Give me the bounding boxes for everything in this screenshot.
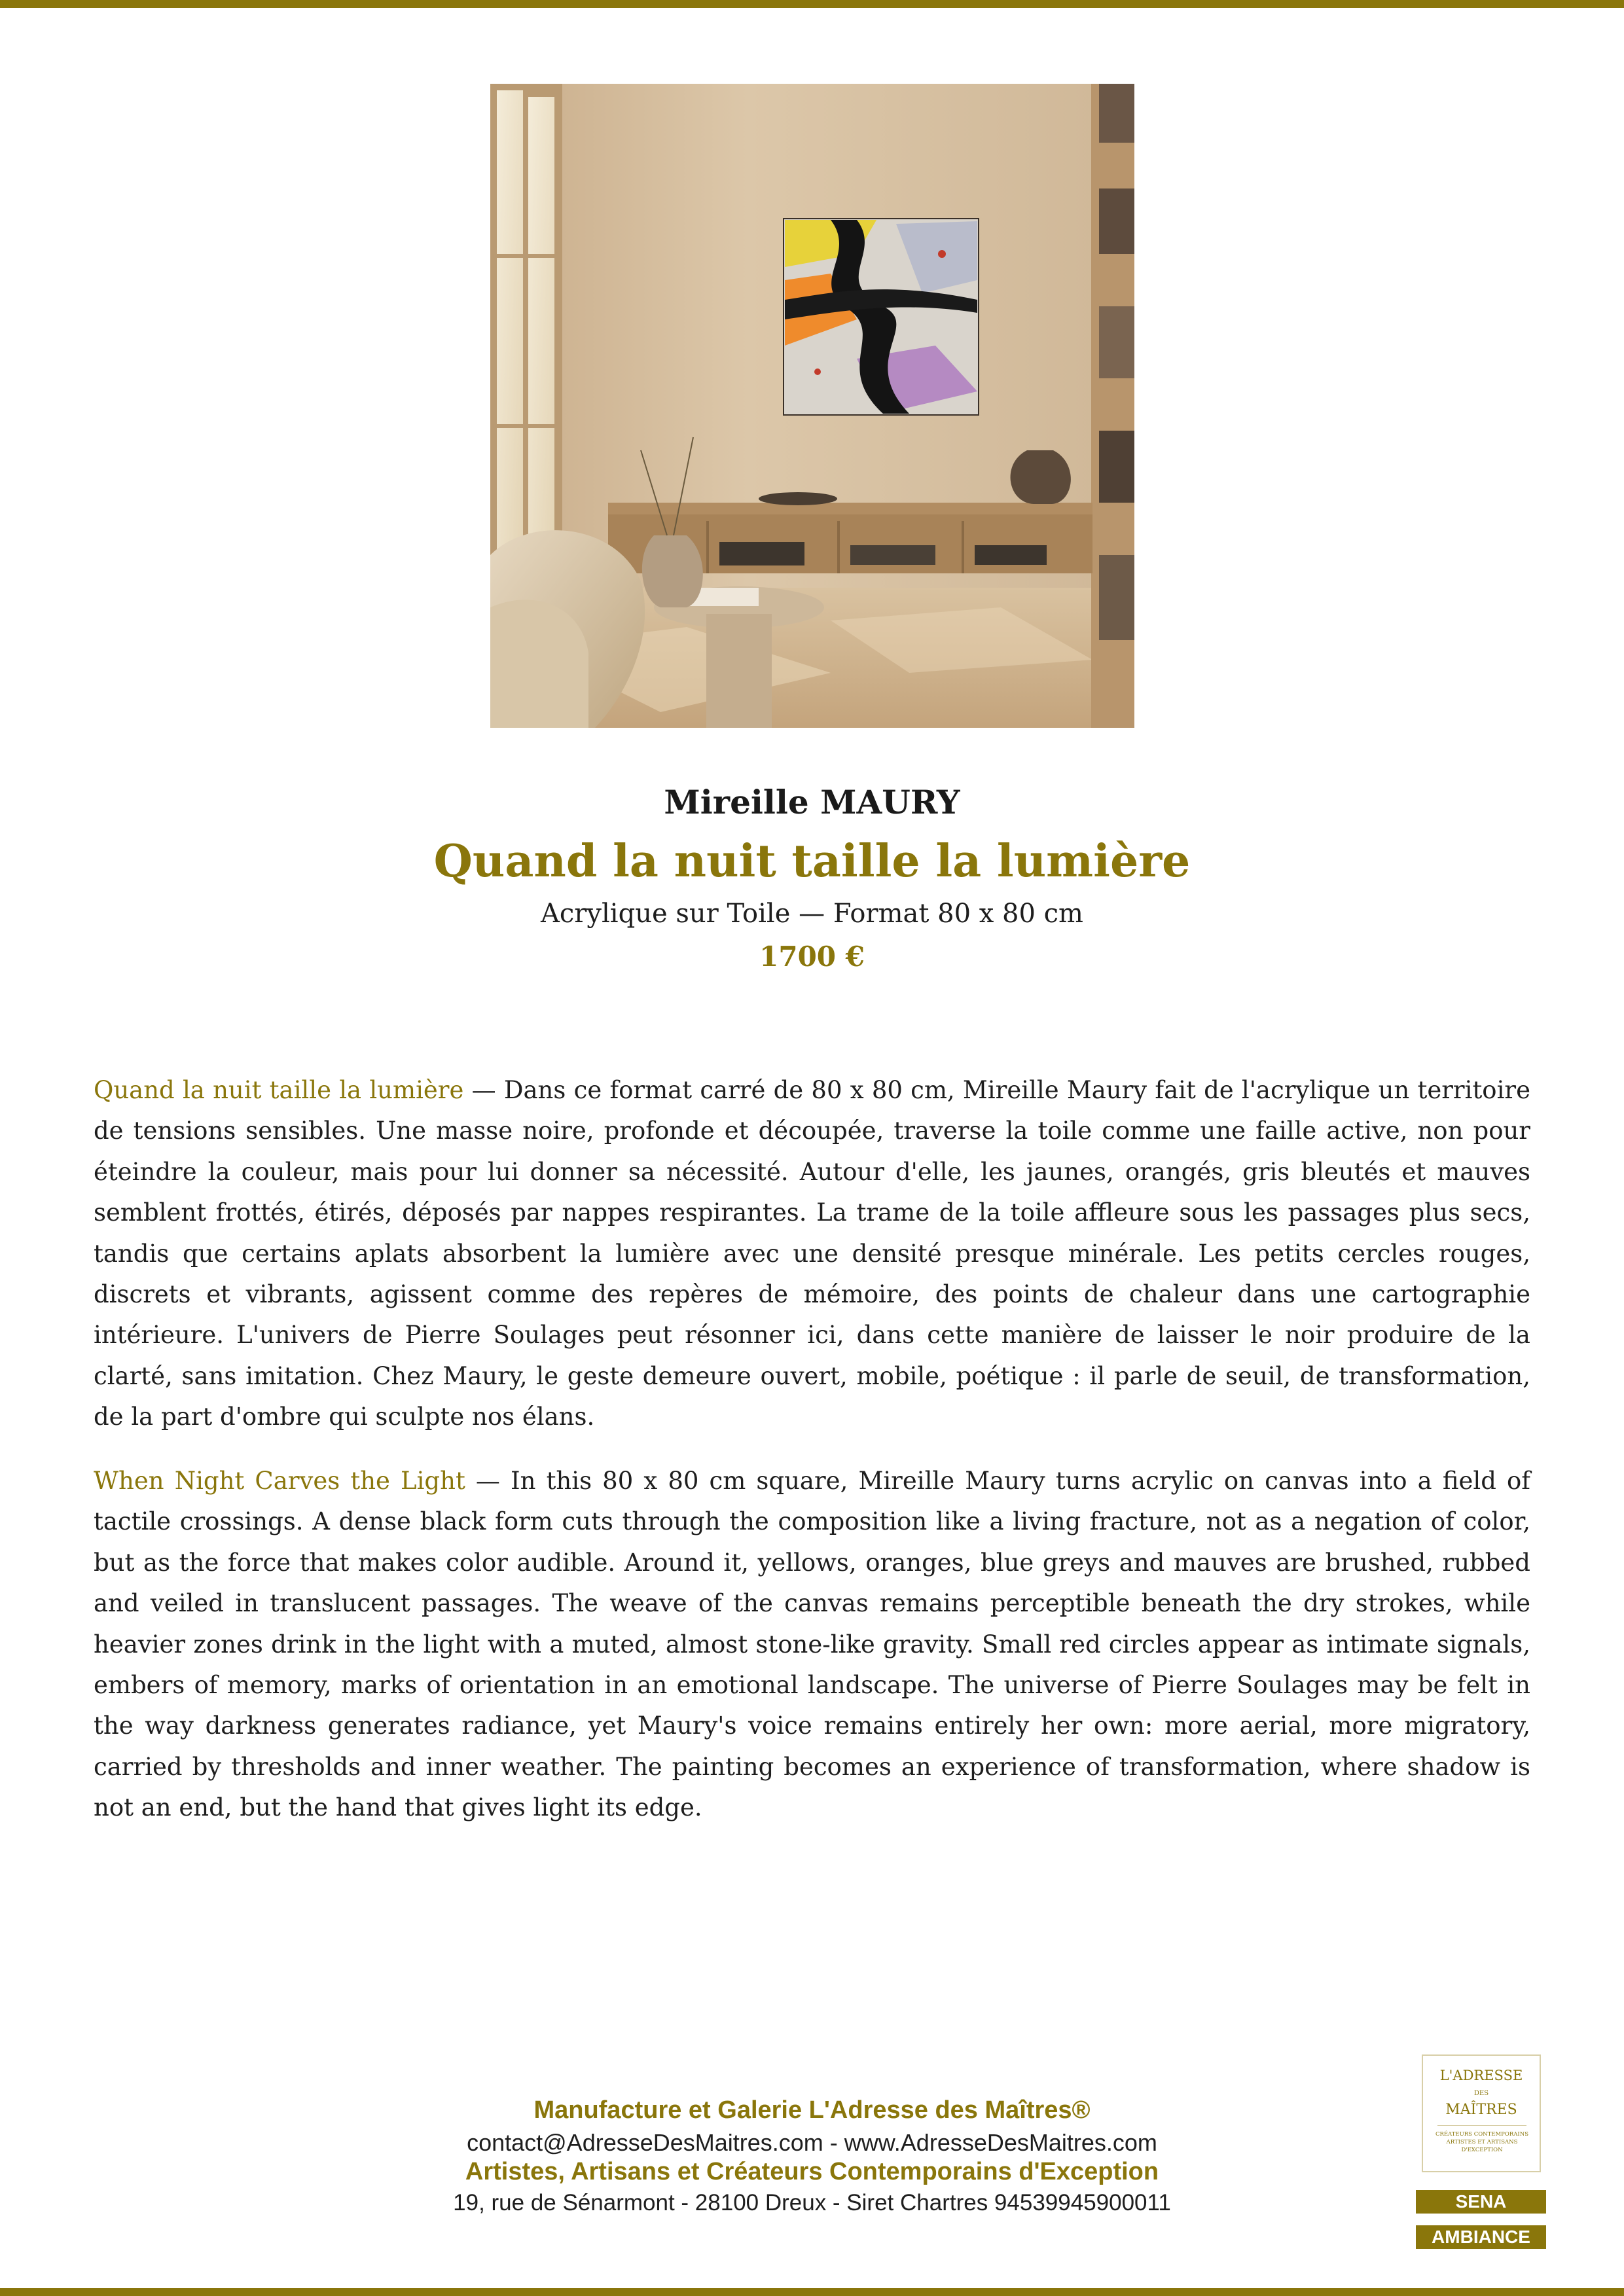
description-french-lead: Quand la nuit taille la lumière (94, 1076, 464, 1104)
footer-contact: contact@AdresseDesMaitres.com - www.AdresseDesMaitres.com (467, 2129, 1157, 2156)
description-english-lead: When Night Carves the Light (94, 1467, 465, 1495)
description-french-body: — Dans ce format carré de 80 x 80 cm, Mireille Maury fait de l'acrylique un territoire de tensions sensibles. Une masse noire, profonde et découpée, traverse la toile comme une faille active, non pour éteindre la couleur, mais pour lui donner sa nécessité. Autour d'elle, les jaunes, orangés, gris bleutés et mauves semblent frottés, étirés, déposés par nappes respirantes. La trame de la toile affleure sous les passages plus secs, tandis que certains aplats absorbent la lumière avec une densité presque minérale. Les petits cercles rouges, discrets et vibrants, agissent comme des repères de mémoire, des points de chaleur dans une cartographie intérieure. L'univers de Pierre Soulages peut résonner ici, dans cette manière de laisser le noir produire de la clarté, sans imitation. Chez Maury, le geste demeure ouvert, mobile, poétique : il parle de seuil, de transformation, de la part d'ombre qui sculpte nos élans. (94, 1076, 1530, 1431)
artwork-room-image (490, 84, 1134, 728)
bottom-accent-bar (0, 2288, 1624, 2296)
logo-divider (1437, 2125, 1526, 2126)
description-english (94, 1461, 1530, 1829)
badge-ambiance: AMBIANCE (1416, 2225, 1546, 2249)
badge-sena: SENA (1416, 2190, 1546, 2214)
artwork-medium: Acrylique sur Toile — Format 80 x 80 cm (541, 899, 1083, 929)
logo-line-1: L'ADRESSE (1439, 2068, 1523, 2083)
gallery-logo (1422, 2054, 1541, 2172)
artwork-price: 1700 € (759, 941, 865, 973)
top-accent-bar (0, 0, 1624, 8)
footer-gallery-name: Manufacture et Galerie L'Adresse des Maîtres® (533, 2096, 1091, 2124)
description-english-body: — In this 80 x 80 cm square, Mireille Maury turns acrylic on canvas into a field of tactile crossings. A dense black form cuts through the composition like a living fracture, not as a negation of color, but as the force that makes color audible. Around it, yellows, oranges, blue greys and mauves are brushed, rubbed and veiled in translucent passages. The weave of the canvas remains perceptible beneath the dry strokes, while heavier zones drink in the light with a muted, almost stone-like gravity. Small red circles appear as intimate signals, embers of memory, marks of orientation in an emotional landscape. The universe of Pierre Soulages may be felt in the way darkness generates radiance, yet Maury's voice remains entirely her own: more aerial, more migratory, carried by thresholds and inner weather. The painting becomes an experience of transformation, where shadow is not an end, but the hand that gives light its edge. (94, 1467, 1530, 1822)
artwork-title: Quand la nuit taille la lumière (433, 835, 1191, 888)
footer-address: 19, rue de Sénarmont - 28100 Dreux - Siret Chartres 94539945900011 (453, 2190, 1171, 2215)
logo-line-3: MAÎTRES (1445, 2102, 1517, 2118)
footer-tagline: Artistes, Artisans et Créateurs Contemporains d'Exception (465, 2158, 1159, 2185)
artist-name: Mireille MAURY (664, 783, 960, 821)
logo-line-2: DES (1473, 2090, 1489, 2097)
description-french (94, 1070, 1530, 1438)
logo-line-4: CRÉATEURS CONTEMPORAINS ARTISTES ET ARTISANS D'EXCEPTION (1435, 2131, 1529, 2153)
